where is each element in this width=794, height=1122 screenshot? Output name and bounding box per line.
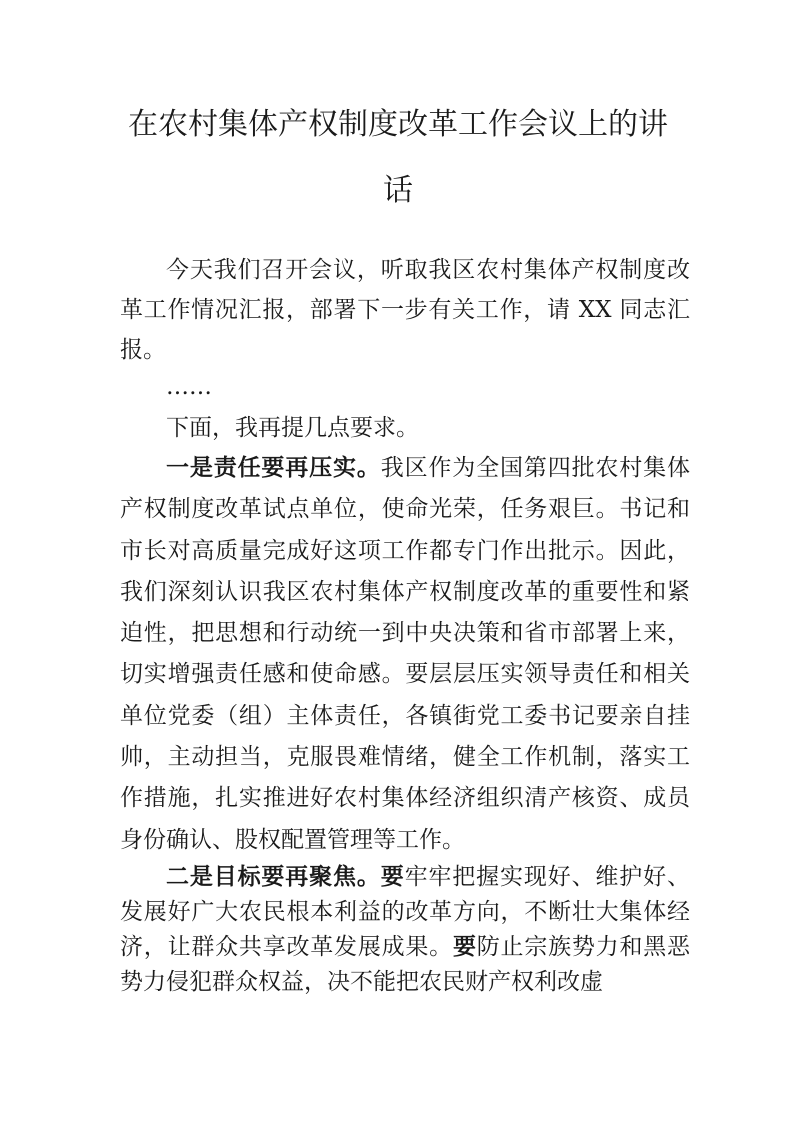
point-two-body-2: 防止宗族势力和黑恶势力侵犯群众权益，决不能把农民财产权利改虚 [120, 934, 691, 995]
point-two-heading: 二是目标要再聚焦。 [166, 864, 381, 890]
point-one-body: 我区作为全国第四批农村集体产权制度改革试点单位，使命光荣，任务艰巨。书记和市长对高质量完成好这项工作都专门作出批示。因此，我们深刻认识我区农村集体产权制度改革的重要性和紧迫性，把思想和行动统一到中央决策和省市部署上来，切实增强责任感和使命感。要层层压实领导责任和相关单位党委（组）主体责任，各镇街党工委书记要亲自挂帅，主动担当，克服畏难情绪，健全工作机制，落实工作措施，扎实推进好农村集体经济组织清产核资、成员身份确认、股权配置管理等工作。 [120, 455, 691, 853]
paragraph-point-two [120, 860, 690, 1000]
paragraph-intro: 今天我们召开会议，听取我区农村集体产权制度改革工作情况汇报，部署下一步有关工作，请 XX 同志汇报。 [120, 257, 690, 363]
paragraph-next: 下面，我再提几点要求。 [166, 415, 419, 441]
paragraph-point-one [120, 448, 690, 861]
point-two-yao-2: 要 [452, 934, 477, 960]
point-one-heading: 一是责任要再压实。 [166, 455, 381, 481]
point-two-yao-1: 要 [380, 864, 405, 890]
document-title: 在农村集体产权制度改革工作会议上的讲话 [128, 107, 668, 208]
point-two-body-1: 牢牢把握实现好、维护好、发展好广大农民根本利益的改革方向，不断壮大集体经济，让群众共享改革发展成果。 [120, 864, 691, 960]
paragraph-ellipsis: …… [166, 374, 212, 400]
